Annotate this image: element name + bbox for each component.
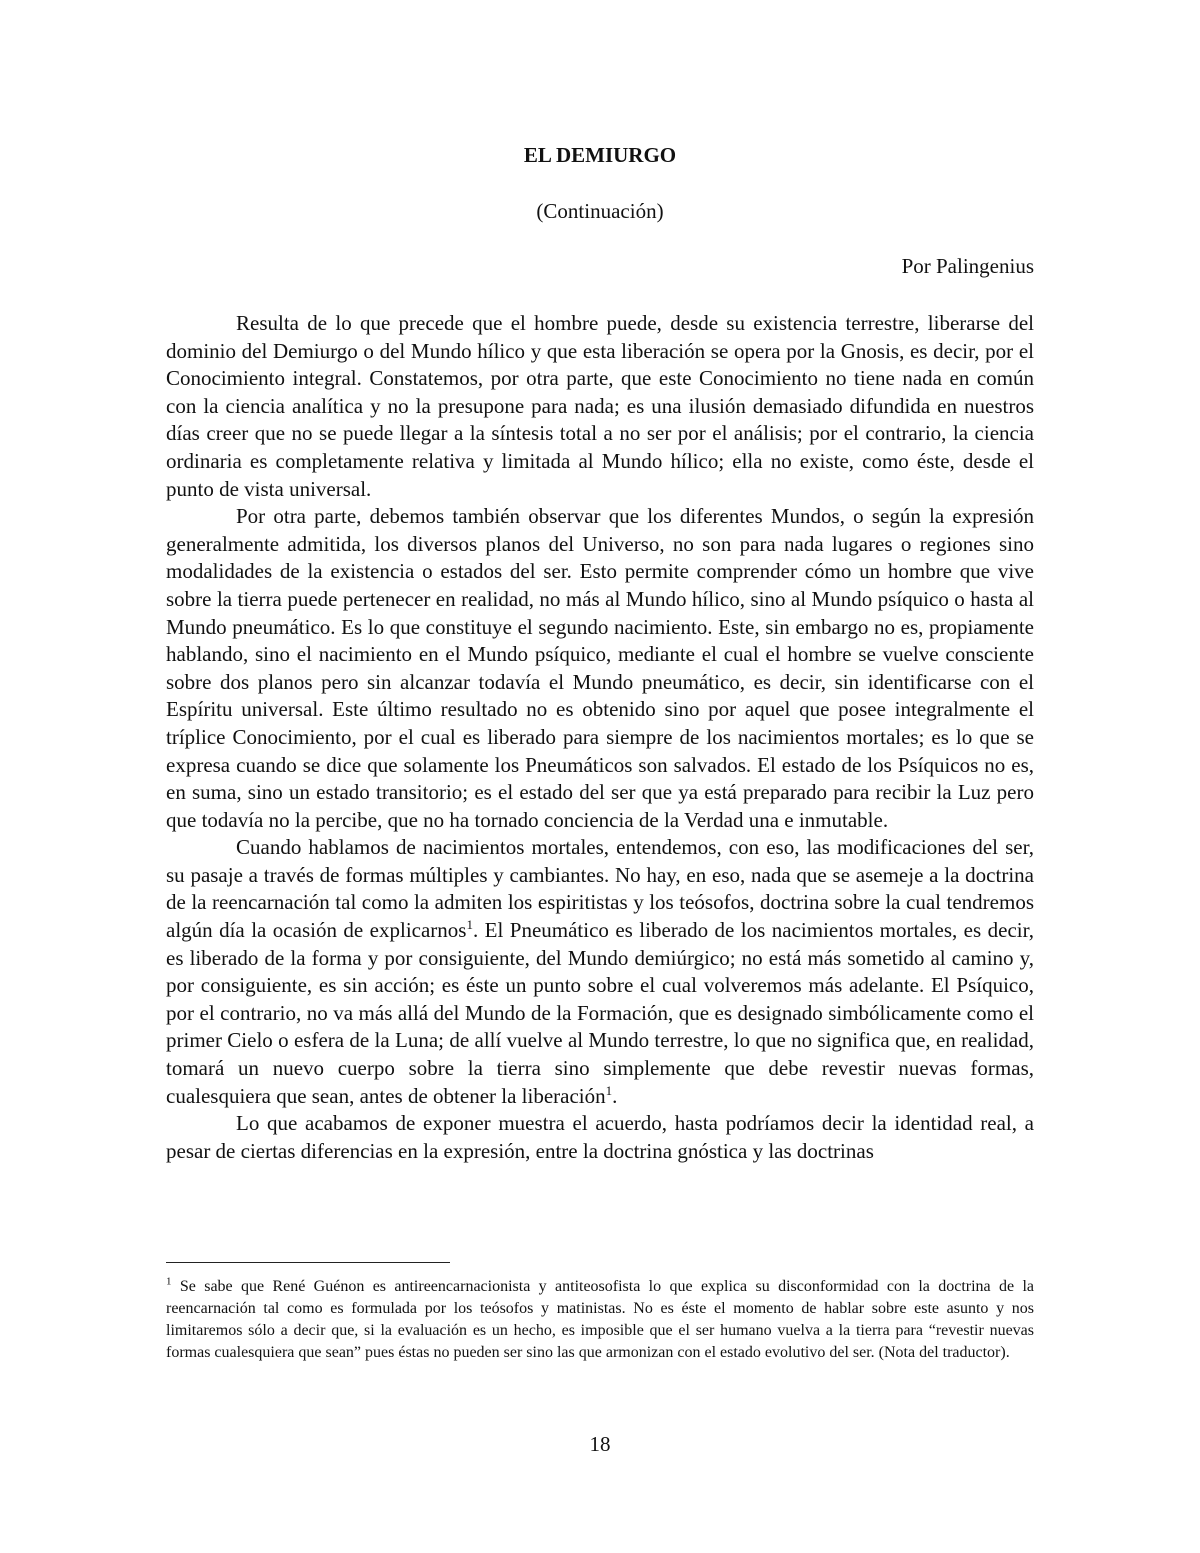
footnote-reference: 1: [466, 917, 473, 933]
footnote-separator: [166, 1262, 450, 1263]
paragraph-3: [166, 834, 1034, 1110]
paragraph-3-part-c: .: [612, 1083, 618, 1108]
paragraph-2: Por otra parte, debemos también observar que los diferentes Mundos, o según la expresión generalmente admitida, los diversos planos del Universo, no son para nada lugares o regiones sino modalidades de la existencia o estados del ser. Esto permite comprender cómo un hombre que vive sobre la tierra puede pertenecer en realidad, no más al Mundo hílico, sino al Mundo psíquico o hasta al Mundo pneumático. Es lo que constituye el segundo nacimiento. Este, sin embargo no es, propiamente hablando, sino el nacimiento en el Mundo psíquico, mediante el cual el hombre se vuelve consciente sobre dos planos pero sin alcanzar todavía el Mundo pneumático, es decir, sin identificarse con el Espíritu universal. Este último resultado no es obtenido sino por aquel que posee integralmente el tríplice Conocimiento, por el cual es liberado para siempre de los nacimientos mortales; es lo que se expresa cuando se dice que solamente los Pneumáticos son salvados. El estado de los Psíquicos no es, en suma, sino un estado transitorio; es el estado del ser que ya está preparado para recibir la Luz pero que todavía no la percibe, que no ha tornado conciencia de la Verdad una e inmutable.: [166, 504, 1034, 832]
paragraph-3-part-b: . El Pneumático es liberado de los nacimientos mortales, es decir, es liberado de la forma y por consiguiente, del Mundo demiúrgico; no está más sometido al camino y, por consiguiente, es sin acción; es éste un punto sobre el cual volveremos más adelante. El Psíquico, por el contrario, no va más allá del Mundo de la Formación, que es designado simbólicamente como el primer Cielo o esfera de la Luna; de allí vuelve al Mundo terrestre, lo que no significa que, en realidad, tomará un nuevo cuerpo sobre la tierra sino simplemente que debe revestir nuevas formas, cualesquiera que sean, antes de obtener la liberación: [166, 918, 1035, 1108]
page-number: 18: [589, 1432, 611, 1456]
article-author: Por Palingenius: [901, 254, 1034, 278]
document-page: [166, 0, 1034, 1553]
paragraph-3-part-a: Cuando hablamos de nacimientos mortales, entendemos, con eso, las modificaciones del ser, su pasaje a través de formas múltiples y cambiantes. No hay, en eso, nada que se asemeje a la doctrina de la reencarnación tal como la admiten los espiritistas y los teósofos, doctrina sobre la cual tendremos algún día la ocasión de explicarnos: [166, 835, 1034, 943]
footnote-marker: 1: [166, 1275, 172, 1288]
paragraph-1: Resulta de lo que precede que el hombre puede, desde su existencia terrestre, liberarse del dominio del Demiurgo o del Mundo hílico y que esta liberación se opera por la Gnosis, es decir, por el Conocimiento integral. Constatemos, por otra parte, que este Conocimiento no tiene nada en común con la ciencia analítica y no la presupone para nada; es una ilusión demasiado difundida en nuestros días creer que no se puede llegar a la síntesis total a no ser por el análisis; por el contrario, la ciencia ordinaria es completamente relativa y limitada al Mundo hílico; ella no existe, como éste, desde el punto de vista universal.: [166, 311, 1034, 501]
article-title: EL DEMIURGO: [523, 143, 677, 167]
article-body: [166, 310, 1034, 1165]
footnote-reference: 1: [605, 1082, 613, 1098]
paragraph-4: Lo que acabamos de exponer muestra el acuerdo, hasta podríamos decir la identidad real, a pesar de ciertas diferencias en la expresión, entre la doctrina gnóstica y las doctrinas: [166, 1111, 1034, 1163]
article-subtitle: (Continuación): [536, 199, 664, 223]
footnote: [166, 1276, 1034, 1364]
footnote-text: Se sabe que René Guénon es antireencarnacionista y antiteosofista lo que explica su disconformidad con la doctrina de la reencarnación tal como es formulada por los teósofos y matinistas. No es éste el momento de hablar sobre este asunto y nos limitaremos sólo a decir que, si la evaluación es un hecho, es imposible que el ser humano vuelva a la tierra para “revestir nuevas formas cualesquiera que sean” pues éstas no pueden ser sino las que armonizan con el estado evolutivo del ser. (Nota del traductor).: [166, 1278, 1034, 1361]
